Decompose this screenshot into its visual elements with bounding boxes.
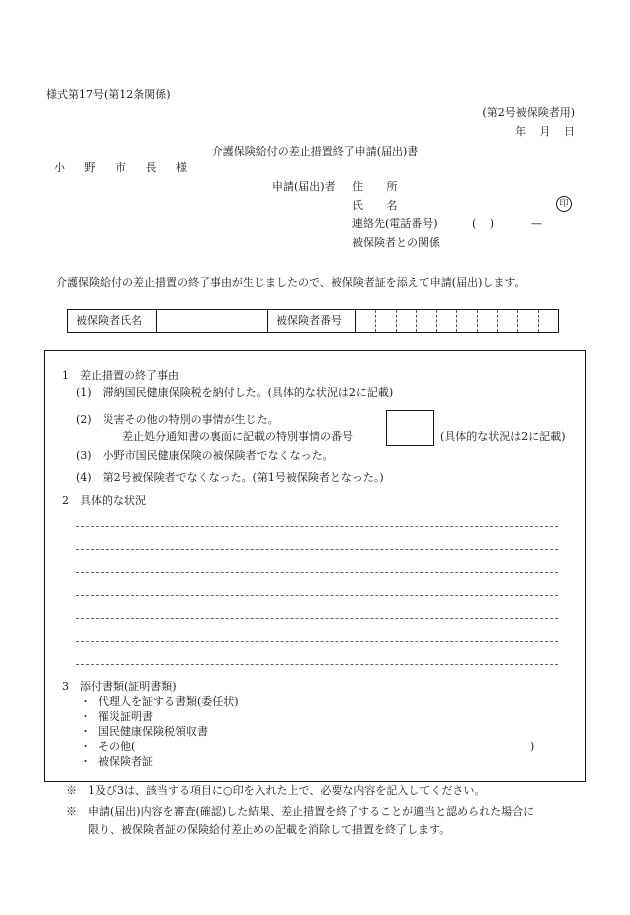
name-field-label: 氏 名	[352, 199, 408, 212]
situation-line[interactable]	[76, 549, 558, 550]
bullet: ・	[80, 740, 91, 753]
reason-item-4[interactable]: (4) 第2号被保険者でなくなった。(第1号被保険者となった。)	[76, 471, 384, 484]
attachment-label: 代理人を証する書類(委任状)	[98, 695, 239, 708]
note-2	[66, 805, 534, 818]
relation-field-label: 被保険者との関係	[352, 236, 440, 249]
digit-box[interactable]	[356, 310, 376, 332]
situation-line[interactable]	[76, 572, 558, 573]
insured-name-label: 被保険者氏名	[68, 310, 157, 332]
situation-line[interactable]	[76, 526, 558, 527]
form-subject: (第2号被保険者用)	[482, 106, 575, 119]
digit-box[interactable]	[417, 310, 437, 332]
note-2-continued: 限り、被保険者証の保険給付差止めの記載を消除して措置を終了します。	[88, 823, 451, 836]
situation-line[interactable]	[76, 595, 558, 596]
digit-box[interactable]	[539, 310, 558, 332]
special-circumstance-label: 差止処分通知書の裏面に記載の特別事情の番号	[122, 430, 353, 443]
attachment-item[interactable]	[80, 725, 208, 738]
attachment-label: 被保険者証	[98, 755, 153, 768]
attachment-label: その他(	[98, 740, 136, 753]
contact-field-label: 連絡先(電話番号)	[352, 217, 438, 230]
bullet: ・	[80, 755, 91, 768]
attachment-item[interactable]	[80, 740, 135, 753]
reason-item-2[interactable]: (2) 災害その他の特別の事情が生じた。	[76, 413, 279, 426]
attachment-label: 国民健康保険税領収書	[98, 725, 208, 738]
note-1	[66, 784, 485, 797]
insured-name-input[interactable]	[157, 310, 268, 332]
reason-item-3[interactable]: (3) 小野市国民健康保険の被保険者でなくなった。	[76, 449, 334, 462]
note-2-text: 申請(届出)内容を審査(確認)した結果、差止措置を終了することが適当と認められた場合に	[88, 805, 535, 818]
situation-line[interactable]	[76, 641, 558, 642]
seal-mark: 印	[556, 196, 572, 212]
special-circumstance-note: (具体的な状況は2に記載)	[440, 430, 566, 443]
situation-line[interactable]	[76, 618, 558, 619]
contact-area-code: ( )	[472, 217, 495, 230]
applicant-label: 申請(届出)者	[272, 180, 336, 193]
section2-heading: 2 具体的な状況	[62, 494, 146, 507]
insured-number-input[interactable]	[356, 310, 558, 332]
special-circumstance-number-box[interactable]	[386, 410, 434, 446]
other-close-paren: )	[530, 740, 535, 753]
insured-id-table	[67, 309, 559, 333]
bullet: ・	[80, 725, 91, 738]
note-1-text: 1及び3は、該当する項目に○印を入れた上で、必要な内容を記入してください。	[88, 784, 486, 797]
insured-number-label: 被保険者番号	[268, 310, 356, 332]
section1-heading: 1 差止措置の終了事由	[62, 369, 179, 382]
contact-dash: —	[531, 217, 542, 230]
date-line: 年 月 日	[515, 125, 575, 138]
bullet: ・	[80, 695, 91, 708]
form-number: 様式第17号(第12条関係)	[46, 88, 171, 101]
digit-box[interactable]	[518, 310, 538, 332]
digit-box[interactable]	[397, 310, 417, 332]
attachment-item[interactable]	[80, 695, 239, 708]
address-field-label: 住 所	[352, 180, 408, 193]
digit-box[interactable]	[376, 310, 396, 332]
bullet: ・	[80, 710, 91, 723]
intro-statement: 介護保険給付の差止措置の終了事由が生じましたので、被保険者証を添えて申請(届出)します。	[56, 276, 526, 289]
document-title: 介護保険給付の差止措置終了申請(届出)書	[211, 145, 419, 158]
digit-box[interactable]	[478, 310, 498, 332]
section3-heading: 3 添付書類(証明書類)	[62, 680, 177, 693]
digit-box[interactable]	[437, 310, 457, 332]
addressee: 小 野 市 長 様	[54, 161, 195, 174]
reason-item-1[interactable]: (1) 滞納国民健康保険税を納付した。(具体的な状況は2に記載)	[76, 386, 394, 399]
attachment-item[interactable]	[80, 710, 153, 723]
attachment-item[interactable]	[80, 755, 153, 768]
attachment-label: 罹災証明書	[98, 710, 153, 723]
note-mark: ※	[66, 784, 77, 797]
note-mark: ※	[66, 805, 77, 818]
digit-box[interactable]	[498, 310, 518, 332]
digit-box[interactable]	[457, 310, 477, 332]
situation-line[interactable]	[76, 664, 558, 665]
